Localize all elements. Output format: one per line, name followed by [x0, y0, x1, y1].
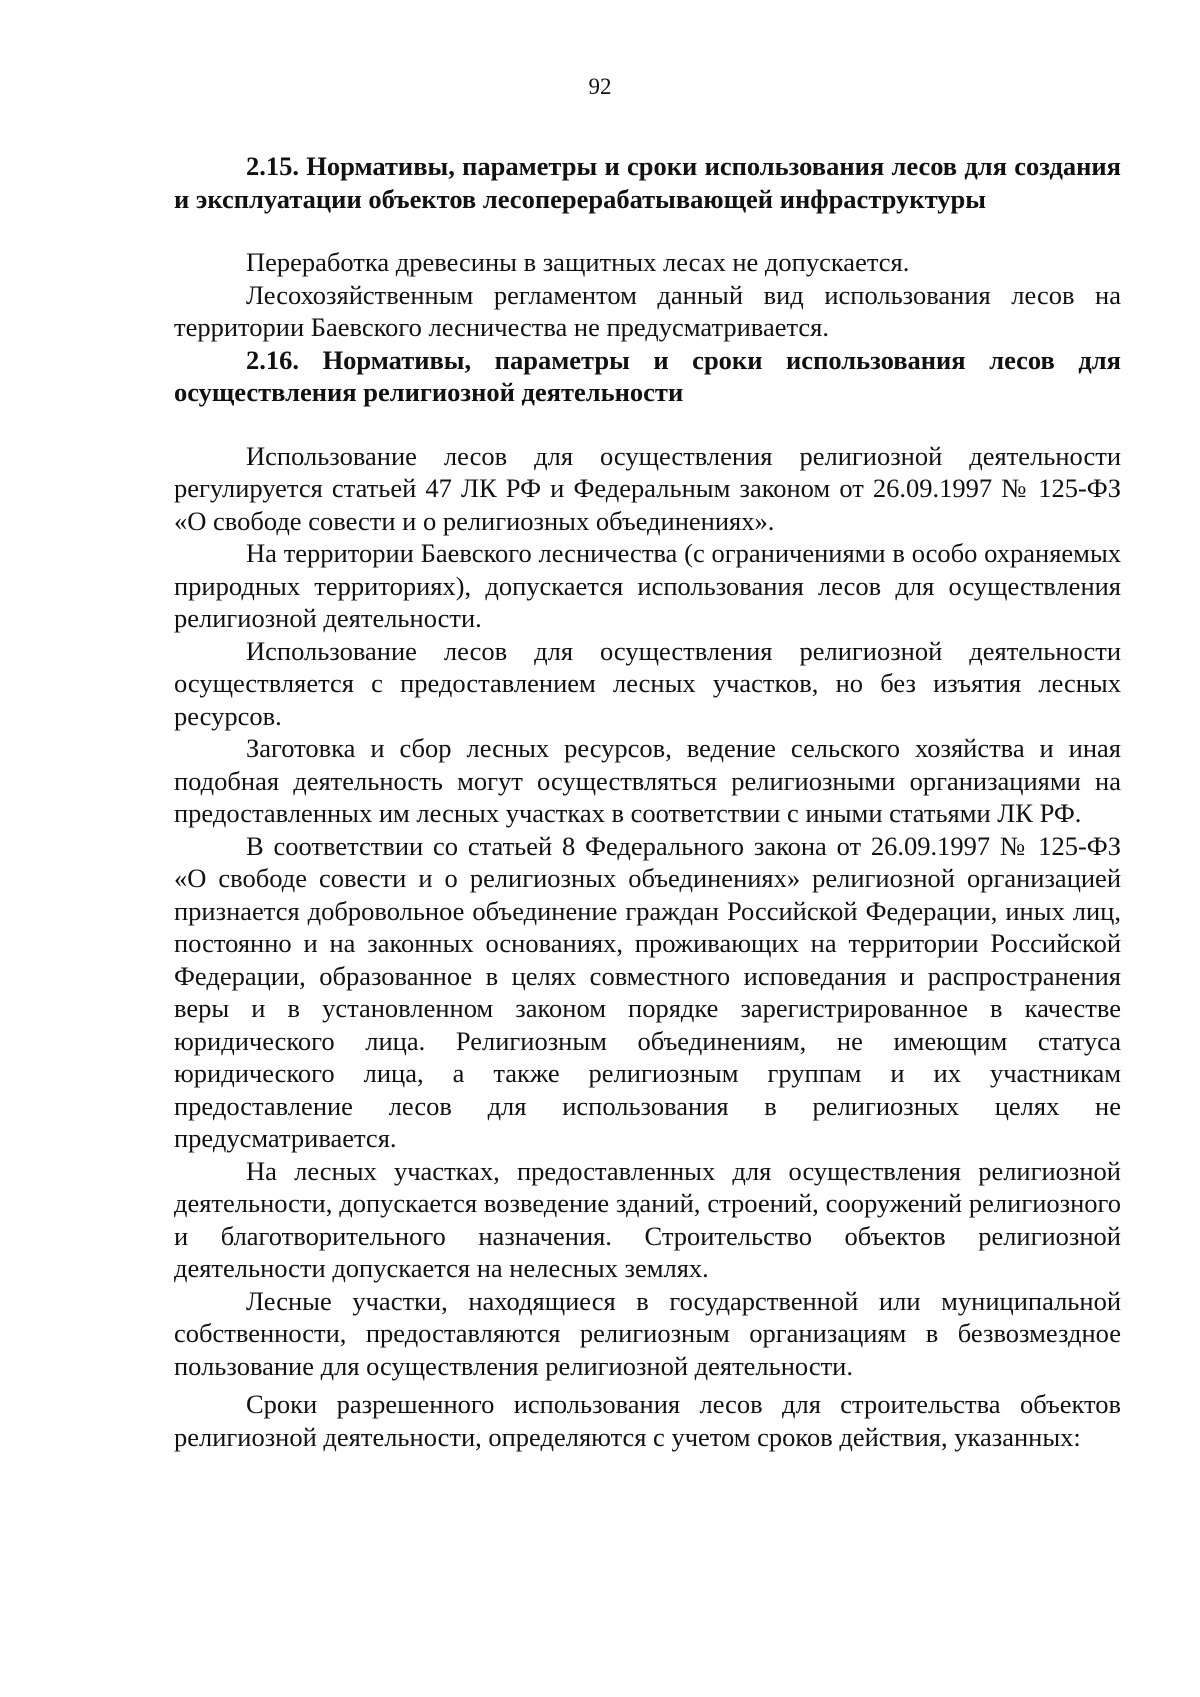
paragraph: Переработка древесины в защитных лесах не допускается.	[246, 247, 910, 277]
section-heading-2-16: 2.16. Нормативы, параметры и сроки использования лесов для осуществления религиозной деятельности	[174, 344, 1121, 407]
page-number: 92	[588, 74, 612, 99]
paragraph: На лесных участках, предоставленных для осуществления религиозной деятельности, допускается возведение зданий, строений, сооружений религиозного и благотворительного назначения. Строительство объектов религиозной деятельности допускается на нелесных землях.	[174, 1155, 1121, 1283]
paragraph: Использование лесов для осуществления религиозной деятельности регулируется статьей 47 ЛК РФ и Федеральным законом от 26.09.1997 № 125-ФЗ «О свободе совести и о религиозных объединениях».	[174, 440, 1121, 536]
paragraph: Заготовка и сбор лесных ресурсов, ведение сельского хозяйства и иная подобная деятельность могут осуществляться религиозными организациями на предоставленных им лесных участках в соответствии с иными статьями ЛК РФ.	[174, 733, 1121, 828]
paragraph: На территории Баевского лесничества (с ограничениями в особо охраняемых природных территориях), допускается использования лесов для осуществления религиозной деятельности.	[174, 538, 1121, 633]
paragraph: Лесохозяйственным регламентом данный вид использования лесов на территории Баевского лесничества не предусматривается.	[174, 279, 1121, 342]
paragraph: Использование лесов для осуществления религиозной деятельности осуществляется с предоставлением лесных участков, но без изъятия лесных ресурсов.	[174, 635, 1121, 731]
document-body	[174, 150, 1121, 1453]
paragraph: Сроки разрешенного использования лесов для строительства объектов религиозной деятельности, определяются с учетом сроков действия, указанных:	[174, 1389, 1121, 1452]
paragraph: Лесные участки, находящиеся в государственной или муниципальной собственности, предоставляются религиозным организациям в безвозмездное пользование для осуществления религиозной деятельности.	[174, 1285, 1121, 1381]
paragraph: В соответствии со статьей 8 Федерального закона от 26.09.1997 № 125-ФЗ «О свободе совести и о религиозных объединениях» религиозной организацией признается добровольное объединение граждан Российской Федерации, иных лиц, постоянно и на законных основаниях, проживающих на территории Российской Федерации, образованное в целях совместного исповедания и распространения веры и в установленном законом порядке зарегистрированное в качестве юридического лица. Религиозным объединениям, не имеющим статуса юридического лица, а также религиозным группам и их участникам предоставление лесов для использования в религиозных целях не предусматривается.	[174, 830, 1121, 1153]
section-heading-2-15: 2.15. Нормативы, параметры и сроки использования лесов для создания и эксплуатации объектов лесоперерабатывающей инфраструктуры	[174, 151, 1121, 214]
